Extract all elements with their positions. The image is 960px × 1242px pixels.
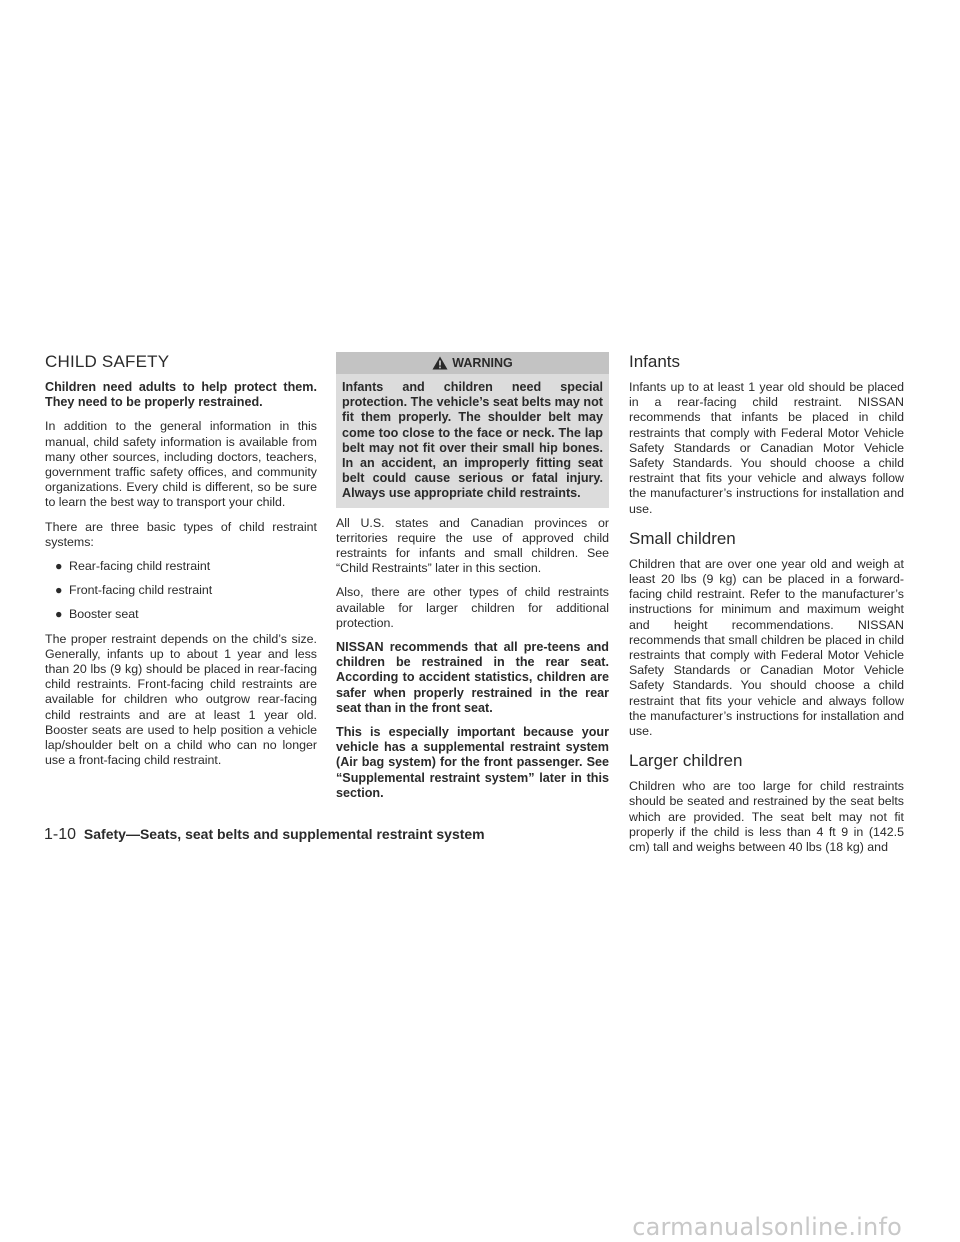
- column-3: [629, 352, 904, 864]
- watermark: carmanualsonline.info: [632, 1213, 902, 1241]
- column-1: [45, 352, 317, 777]
- section-heading-larger-children: Larger children: [629, 751, 743, 771]
- paragraph: Also, there are other types of child restraints available for larger children for additional protection.: [336, 585, 609, 630]
- paragraph: The proper restraint depends on the child’s size. Generally, infants up to about 1 year and less than 20 lbs (9 kg) should be placed in rear-facing child restraints. Front-facing child restraints are available for children who outgrow rear-facing child restraints and are at least 1 year old. Booster seats are used to help position a vehicle lap/shoulder belt on a child who can no longer use a front-facing child restraint.: [45, 631, 317, 768]
- intro-bold-paragraph: Children need adults to help protect them. They need to be properly restrained.: [45, 380, 317, 410]
- warning-box: [336, 352, 609, 508]
- bullet-icon: ●: [55, 607, 63, 622]
- page-footer: [44, 826, 485, 844]
- bullet-icon: ●: [55, 559, 63, 574]
- paragraph: All U.S. states and Canadian provinces or territories require the use of approved child restraints for infants and small children. See “Child Restraints” later in this section.: [336, 515, 609, 576]
- paragraph: Children who are too large for child restraints should be seated and restrained by the seat belts which are provided. The seat belt may not fit properly if the child is less than 4 ft 9 in (142.5 cm) tall and weighs between 40 lbs (18 kg) and: [629, 779, 904, 855]
- page-number: 1-10: [44, 826, 77, 843]
- paragraph: In addition to the general information in this manual, child safety information is available from many other sources, including doctors, teachers, government traffic safety offices, and community organizations. Every child is different, so be sure to learn the best way to transport your child.: [45, 419, 317, 510]
- section-heading-infants: Infants: [629, 352, 681, 371]
- page-title: CHILD SAFETY: [45, 352, 170, 371]
- paragraph: Children that are over one year old and weigh at least 20 lbs (9 kg) can be placed in a forward-facing child restraint. Refer to the manufacturer’s instructions for minimum and maximum weight and height recommendations. NISSAN recommends that small children be placed in child restraints that comply with Federal Motor Vehicle Safety Standards or Canadian Motor Vehicle Safety Standards. You should choose a child restraint that fits your vehicle and always follow the manufacturer’s instructions for installation and use.: [629, 556, 904, 739]
- warning-header: [336, 352, 609, 374]
- list-item-label: Booster seat: [69, 607, 139, 622]
- footer-section-title: Safety—Seats, seat belts and supplemental restraint system: [83, 826, 485, 842]
- column-2: [336, 352, 609, 810]
- warning-title: WARNING: [452, 356, 513, 370]
- paragraph: Infants up to at least 1 year old should be placed in a rear-facing child restraint. NISSAN recommends that infants be placed in child restraints that comply with Federal Motor Vehicle Safety Standards or Canadian Motor Vehicle Safety Standards. You should choose a child restraint that fits your vehicle and always follow the manufacturer’s instructions for installation and use.: [629, 380, 904, 516]
- bullet-icon: ●: [55, 583, 63, 598]
- warning-triangle-icon: [432, 356, 448, 370]
- list-item: [45, 607, 317, 622]
- list-item-label: Rear-facing child restraint: [69, 559, 211, 574]
- list-item: [45, 583, 317, 598]
- bold-paragraph: This is especially important because your vehicle has a supplemental restraint system (Air bag system) for the front passenger. See “Supplemental restraint system” later in this section.: [336, 725, 609, 800]
- list-item-label: Front-facing child restraint: [69, 583, 213, 598]
- warning-text: Infants and children need special protection. The vehicle’s seat belts may not fit them properly. The shoulder belt may come too close to the face or neck. The lap belt may not fit over their small hip bones. In an accident, an improperly fitting seat belt could cause serious or fatal injury. Always use appropriate child restraints.: [342, 380, 603, 501]
- list-item: [45, 559, 317, 574]
- restraint-type-list: [45, 559, 317, 623]
- paragraph: There are three basic types of child restraint systems:: [45, 519, 317, 549]
- section-heading-small-children: Small children: [629, 528, 736, 548]
- bold-paragraph: NISSAN recommends that all pre-teens and children be restrained in the rear seat. According to accident statistics, children are safer when properly restrained in the rear seat than in the front seat.: [336, 640, 609, 715]
